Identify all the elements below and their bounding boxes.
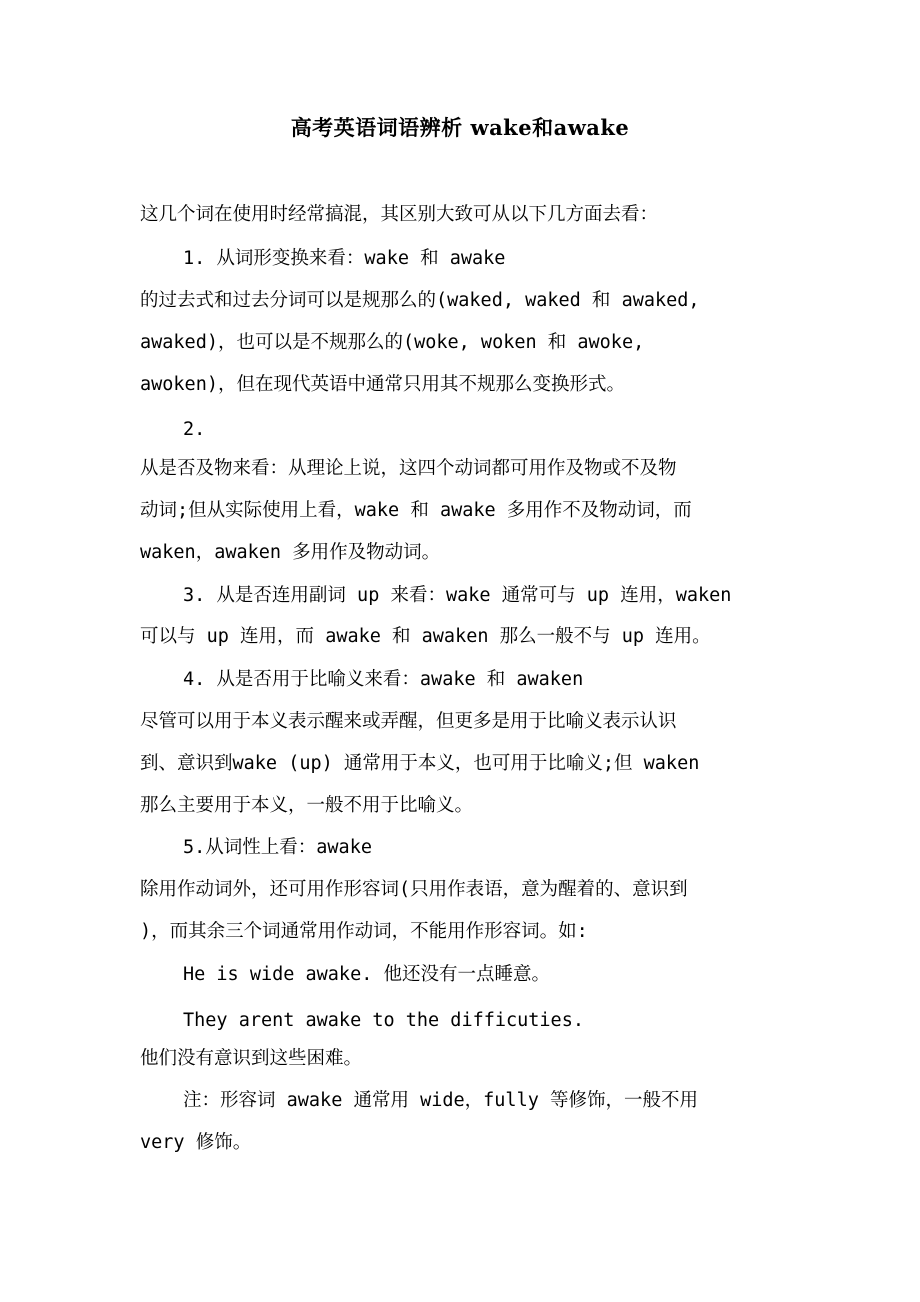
point-5-text: 除用作动词外，还可用作形容词(只用作表语，意为醒着的、意识到 [140,879,688,900]
example-translation-2: 他们没有意识到这些困难。 [140,1048,363,1069]
point-1-heading: 1. 从词形变换来看：wake 和 awake [183,248,506,269]
note-text: 注：形容词 awake 通常用 wide，fully 等修饰，一般不用 [183,1090,698,1111]
point-4-text: 尽管可以用于本义表示醒来或弄醒，但更多是用于比喻义表示认识 [140,711,677,732]
point-2-text: 动词;但从实际使用上看，wake 和 awake 多用作不及物动词，而 [140,500,692,521]
point-2-heading: 2. [183,419,206,440]
point-1-text: awoken)，但在现代英语中通常只用其不规那么变换形式。 [140,374,625,395]
point-4-text: 到、意识到wake (up) 通常用于本义，也可用于比喻义;但 waken [140,753,700,774]
document-title: 高考英语词语辨析 wake和awake [290,115,630,140]
point-4-heading: 4. 从是否用于比喻义来看：awake 和 awaken [183,669,584,690]
point-1-text: 的过去式和过去分词可以是规那么的(waked, waked 和 awaked, [140,290,700,311]
note-text: very 修饰。 [140,1132,252,1153]
point-5-heading: 5.从词性上看：awake [183,837,372,858]
point-1-text: awaked)，也可以是不规那么的(woke, woken 和 awoke, [140,332,645,353]
point-4-text: 那么主要用于本义，一般不用于比喻义。 [140,795,474,816]
point-3-heading: 3. 从是否连用副词 up 来看：wake 通常可与 up 连用，waken [183,585,732,606]
point-5-text: )，而其余三个词通常用作动词，不能用作形容词。如: [140,921,588,942]
example-sentence-2: They arent awake to the difficuties. [183,1010,584,1031]
example-sentence-1: He is wide awake. 他还没有一点睡意。 [183,964,550,985]
point-2-text: waken，awaken 多用作及物动词。 [140,542,441,563]
point-3-text: 可以与 up 连用，而 awake 和 awaken 那么一般不与 up 连用。 [140,626,711,647]
point-2-text: 从是否及物来看：从理论上说，这四个动词都可用作及物或不及物 [140,458,677,479]
paragraph-intro: 这几个词在使用时经常搞混，其区别大致可从以下几方面去看： [140,204,659,225]
